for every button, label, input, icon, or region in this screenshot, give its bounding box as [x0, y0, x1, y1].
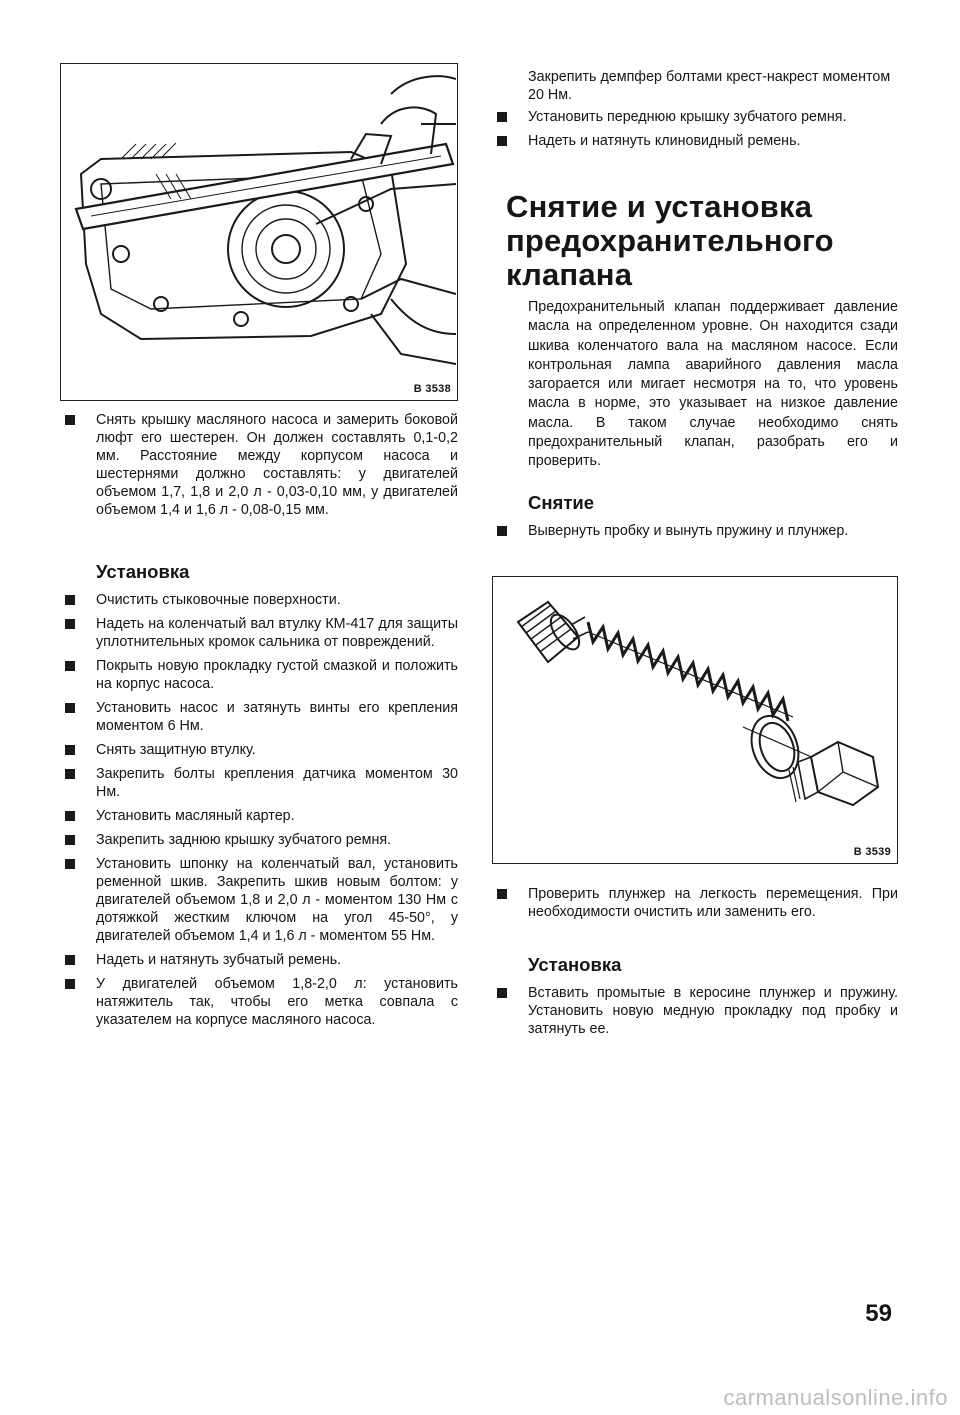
install-heading: Установка: [528, 954, 622, 975]
list-item: Надеть на коленчатый вал втулку КМ-417 для защиты уплотнительных кромок сальника от повреждений.: [60, 615, 458, 651]
list-item: Установить масляный картер.: [60, 807, 458, 825]
section-heading: [506, 190, 898, 292]
list-item: У двигателей объемом 1,8-2,0 л: установить натяжитель так, чтобы его метка совпала с указателем на корпусе масляного насоса.: [60, 975, 458, 1029]
page-number: 59: [865, 1300, 892, 1327]
list-item: Установить насос и затянуть винты его крепления моментом 6 Нм.: [60, 699, 458, 735]
removal-heading: Снятие: [528, 492, 595, 513]
clearance-instructions: [60, 411, 458, 525]
installation-steps: [60, 591, 458, 1035]
oil-pump-gear-clearance-figure: [60, 63, 458, 401]
list-item: Снять защитную втулку.: [60, 741, 458, 759]
list-item: Надеть и натянуть клиновидный ремень.: [492, 132, 898, 150]
list-item: Установить шпонку на коленчатый вал, установить ременной шкив. Закрепить шкив новым болтом: у двигателей объемом 1,8 и 2,0 л - моментом 130 Нм с дотяжкой жестким ключом на угол 45-50°, у двигателей объемом 1,4 и 1,6 л - моментом 55 Нм.: [60, 855, 458, 945]
relief-valve-parts-figure: [492, 576, 898, 864]
relief-valve-illustration: [493, 577, 896, 862]
section-heading-line: клапана: [506, 257, 633, 292]
list-item: Покрыть новую прокладку густой смазкой и положить на корпус насоса.: [60, 657, 458, 693]
removal-steps: [492, 522, 898, 546]
list-item: Проверить плунжер на легкость перемещения. При необходимости очистить или заменить его.: [492, 885, 898, 921]
section-heading-line: Снятие и установка: [506, 189, 813, 224]
install-steps: [492, 984, 898, 1044]
figure-code: B 3538: [413, 383, 451, 395]
continued-text: Закрепить демпфер болтами крест-накрест моментом 20 Нм.: [528, 69, 891, 103]
list-item: Закрепить болты крепления датчика моментом 30 Нм.: [60, 765, 458, 801]
list-item: Закрепить заднюю крышку зубчатого ремня.: [60, 831, 458, 849]
oil-pump-illustration: [61, 64, 456, 399]
check-steps: [492, 885, 898, 927]
relief-valve-description: Предохранительный клапан поддерживает давление масла на определенном уровне. Он находится сзади шкива коленчатого вала на масляном насосе. Если контрольная лампа аварийного давления масла загорается или мигает несмотря на то, что уровень масла в норме, это указывает на низкое давление масла. В таком случае необходимо снять предохранительный клапан, разобрать его и проверить.: [528, 299, 898, 470]
list-item: Очистить стыковочные поверхности.: [60, 591, 458, 609]
list-item: Установить переднюю крышку зубчатого ремня.: [492, 108, 898, 126]
installation-heading: Установка: [96, 561, 190, 582]
finishing-steps: [492, 108, 898, 156]
section-heading-line: предохранительного: [506, 223, 834, 258]
list-item: Снять крышку масляного насоса и замерить боковой люфт его шестерен. Он должен составлять 0,1-0,2 мм. Расстояние между корпусом насоса и шестернями должно составлять: у двигателей объемом 1,7, 1,8 и 2,0 л - 0,03-0,10 мм, у двигателей объемом 1,4 и 1,6 л - 0,08-0,15 мм.: [60, 411, 458, 519]
watermark: carmanualsonline.info: [723, 1385, 948, 1410]
list-item: Надеть и натянуть зубчатый ремень.: [60, 951, 458, 969]
figure-code: B 3539: [853, 846, 891, 858]
list-item: Вывернуть пробку и вынуть пружину и плунжер.: [492, 522, 898, 540]
list-item: Вставить промытые в керосине плунжер и пружину. Установить новую медную прокладку под пробку и затянуть ее.: [492, 984, 898, 1038]
